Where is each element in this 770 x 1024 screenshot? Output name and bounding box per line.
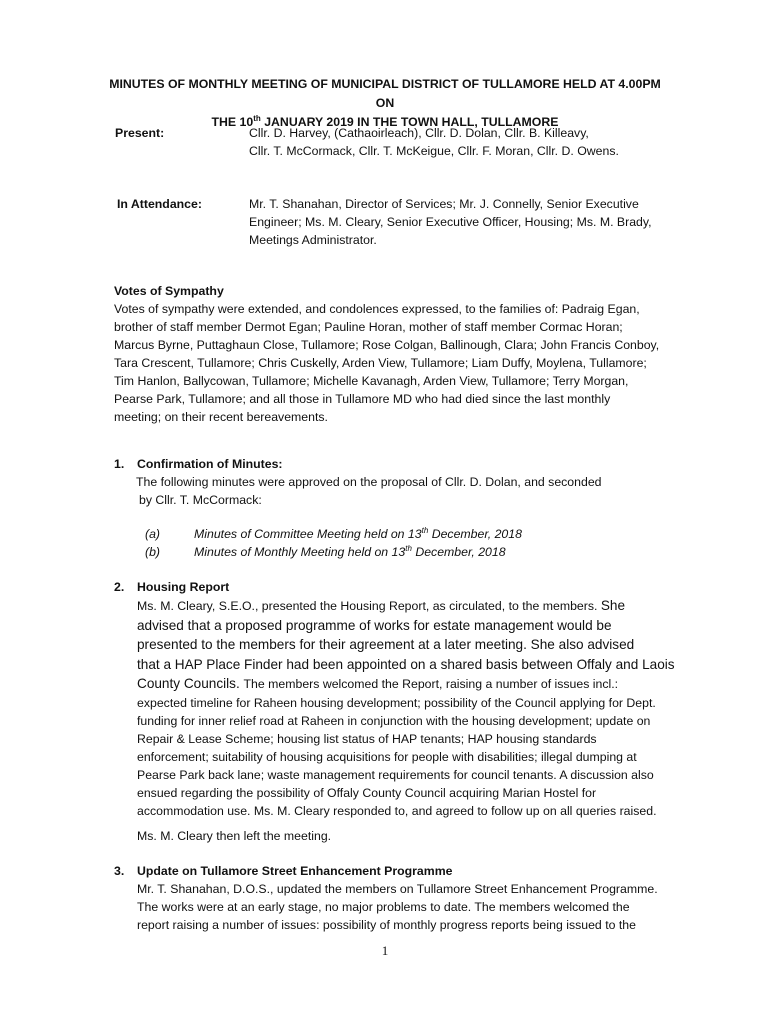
sympathy-line: brother of staff member Dermot Egan; Pauline Horan, mother of staff member Cormac Horan; <box>114 320 623 334</box>
minutes-item-b: (b) Minutes of Monthly Meeting held on 13th December, 2018 <box>145 543 506 559</box>
sympathy-heading: Votes of Sympathy <box>114 284 224 298</box>
title-line-1: MINUTES OF MONTHLY MEETING OF MUNICIPAL DISTRICT OF TULLAMORE HELD AT 4.00PM ON <box>109 77 661 110</box>
sympathy-line: Pearse Park, Tullamore; and all those in Tullamore MD who had died since the last monthly <box>114 392 611 406</box>
page-number: 1 <box>381 943 389 958</box>
section-1-text: The following minutes were approved on the proposal of Cllr. D. Dolan, and seconded by Cllr. T. McCormack: <box>136 475 602 507</box>
section-3-heading: 3. Update on Tullamore Street Enhancement Programme <box>114 864 453 878</box>
attendance-label: In Attendance: <box>117 197 202 211</box>
sympathy-line: Votes of sympathy were extended, and condolences expressed, to the families of: Padraig Egan, <box>114 302 640 316</box>
sympathy-line: meeting; on their recent bereavements. <box>114 410 328 424</box>
section-2-closing: Ms. M. Cleary then left the meeting. <box>137 829 332 843</box>
sympathy-line: Marcus Byrne, Puttaghaun Close, Tullamore; Rose Colgan, Ballinough, Clara; John Francis Conboy, <box>114 338 660 352</box>
sympathy-line: Tim Hanlon, Ballycowan, Tullamore; Michelle Kavanagh, Arden View, Tullamore; Terry Morgan, <box>114 374 629 388</box>
present-list: Cllr. D. Harvey, (Cathaoirleach), Cllr. D. Dolan, Cllr. B. Killeavy, Cllr. T. McCormack, Cllr. T. McKeigue, Cllr. F. Moran, Cllr. D. Owens. <box>249 126 619 158</box>
sympathy-section <box>114 282 679 426</box>
present-label: Present: <box>115 126 165 140</box>
section-2-heading: 2. Housing Report <box>114 580 230 594</box>
minutes-item-a: (a) Minutes of Committee Meeting held on 13th December, 2018 <box>145 525 522 541</box>
sympathy-line: Tara Crescent, Tullamore; Chris Cuskelly, Arden View, Tullamore; Liam Duffy, Moylena, Tullamore; <box>114 356 647 370</box>
section-3-text: Mr. T. Shanahan, D.O.S., updated the members on Tullamore Street Enhancement Programme. The works were at an early stage, no major problems to date. The members welcomed the report raising a number of issues: possibility of monthly progress reports being issued to the <box>137 882 658 932</box>
section-2-text: Ms. M. Cleary, S.E.O., presented the Housing Report, as circulated, to the members. She advised that a proposed programme of works for estate management would be presented to the members for their agreement at a later meeting. She also advised that a HAP Place Finder had been appointed on a shared basis between Offaly and Laois County Councils. The members welcomed the Report, raising a number of issues incl.: expected timeline for Raheen housing development; possibility of the Council applying for Dept. funding for inner relief road at Raheen in conjunction with the housing development; update on Repair & Lease Scheme; housing list status of HAP tenants; HAP housing standards enforcement; suitability of housing acquisitions for people with disabilities; illegal dumping at Pearse Park back lane; waste management requirements for council tenants. A discussion also ensued regarding the possibility of Offaly County Council acquiring Marian Hostel for accommodation use. Ms. M. Cleary responded to, and agreed to follow up on all queries raised. <box>137 598 675 818</box>
title-line-2: THE 10th JANUARY 2019 IN THE TOWN HALL, TULLAMORE <box>211 113 559 129</box>
attendance-list: Mr. T. Shanahan, Director of Services; Mr. J. Connelly, Senior Executive Engineer; Ms. M. Cleary, Senior Executive Officer, Housing; Ms. M. Brady, Meetings Administrator. <box>249 197 652 247</box>
section-1-heading: 1. Confirmation of Minutes: <box>114 457 283 471</box>
